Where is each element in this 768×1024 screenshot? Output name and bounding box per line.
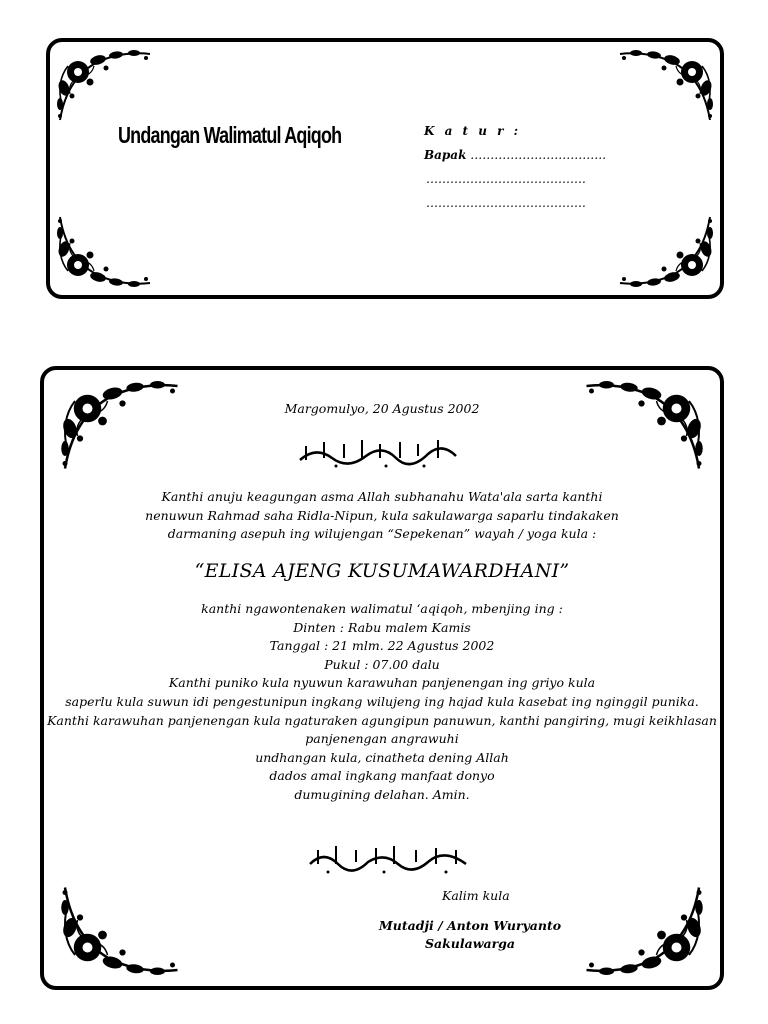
opening-line: darmaning asepuh ing wilujengan “Sepekenan” wayah / yoga kula : xyxy=(167,526,597,542)
body-line: saperlu kula suwun idi pengestunipun ingkang wilujeng ing hajad kula kasebat ing nginggil punika. xyxy=(65,693,699,709)
body-line: Kanthi karawuhan panjenengan kula ngaturaken agungipun panuwun, kanthi pangiring, mugi keikhlasan xyxy=(47,712,717,728)
floral-corner-ornament xyxy=(50,376,190,476)
body-line: dumugining delahan. Amin. xyxy=(294,786,470,802)
recipient-line xyxy=(424,148,606,162)
body-line: kanthi ngawontenaken walimatul ‘aqiqoh, mbenjing ing : xyxy=(201,601,563,616)
event-details xyxy=(44,600,720,805)
recipient-dots: ……………………………. xyxy=(470,148,607,162)
arabic-greeting-calligraphy xyxy=(296,436,460,470)
opening-line: Kanthi anuju keagungan asma Allah subhanahu Wata'ala sarta kanthi xyxy=(161,489,603,504)
floral-corner-ornament xyxy=(574,376,714,476)
event-day: Dinten : Rabu malem Kamis xyxy=(293,619,471,635)
body-line: panjenengan angrawuhi xyxy=(305,731,459,747)
floral-corner-ornament xyxy=(616,211,716,291)
address-line: …………………………………. xyxy=(426,196,586,210)
floral-corner-ornament xyxy=(616,46,716,126)
floral-corner-ornament xyxy=(54,211,154,291)
arabic-closing-calligraphy xyxy=(306,842,470,876)
signature-names: Mutadji / Anton Wuryanto xyxy=(378,918,562,933)
signature-family: Sakulawarga xyxy=(424,936,515,951)
katur-label: K a t u r : xyxy=(424,124,522,138)
event-date: Tanggal : 21 mlm. 22 Agustus 2002 xyxy=(269,638,495,654)
floral-corner-ornament xyxy=(574,880,714,980)
place-date: Margomulyo, 20 Agustus 2002 xyxy=(284,401,480,416)
invitation-letter-card xyxy=(40,366,724,990)
event-time: Pukul : 07.00 dalu xyxy=(324,656,440,672)
floral-corner-ornament xyxy=(54,46,154,126)
body-line: undhangan kula, cinatheta dening Allah xyxy=(255,749,509,765)
body-line: dados amal ingkang manfaat donyo xyxy=(269,768,495,784)
opening-paragraph xyxy=(44,488,720,544)
address-line: …………………………………. xyxy=(426,172,586,186)
child-name: “ELISA AJENG KUSUMAWARDHANI” xyxy=(194,560,570,582)
bapak-label: Bapak xyxy=(424,148,467,162)
closing-label: Kalim kula xyxy=(442,888,510,903)
envelope-title: Undangan Walimatul Aqiqoh xyxy=(118,122,342,148)
envelope-card xyxy=(46,38,724,299)
floral-corner-ornament xyxy=(50,880,190,980)
opening-line: nenuwun Rahmad saha Ridla-Nipun, kula sakulawarga saparlu tindakaken xyxy=(145,507,619,523)
body-line: Kanthi puniko kula nyuwun karawuhan panjenengan ing griyo kula xyxy=(168,675,596,691)
